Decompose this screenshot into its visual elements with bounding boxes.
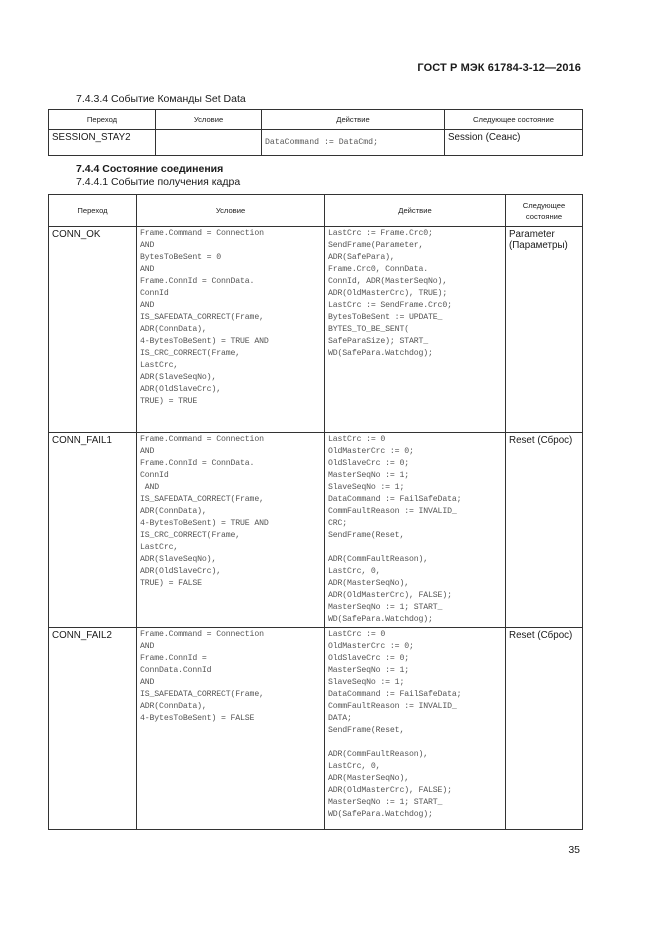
set-data-event-table xyxy=(48,109,583,156)
transition-cell: CONN_FAIL1 xyxy=(49,433,137,628)
table-row xyxy=(49,433,583,628)
table-row xyxy=(49,130,583,156)
condition-cell: Frame.Command = Connection AND Frame.ConnId = ConnData. ConnId AND IS_SAFEDATA_CORRECT(Frame, ADR(ConnData), 4-BytesToBeSent) = TRUE AND IS_CRC_CORRECT(Frame, LastCrc, ADR(SlaveSeqNo), ADR(OldSlaveCrc), TRUE) = FALSE xyxy=(137,433,325,628)
next-state-cell: Session (Сеанс) xyxy=(445,130,583,156)
connection-state-table xyxy=(48,194,583,830)
table-row xyxy=(49,628,583,830)
condition-cell: Frame.Command = Connection AND BytesToBeSent = 0 AND Frame.ConnId = ConnData. ConnId AND IS_SAFEDATA_CORRECT(Frame, ADR(ConnData), 4-BytesToBeSent) = TRUE AND IS_CRC_CORRECT(Frame, LastCrc, ADR(SlaveSeqNo), ADR(OldSlaveCrc), TRUE) = TRUE xyxy=(137,227,325,433)
subsection-heading-frame-received: 7.4.4.1 Событие получения кадра xyxy=(76,176,241,188)
column-header-action: Действие xyxy=(262,110,445,130)
condition-cell xyxy=(156,130,262,156)
page-number: 35 xyxy=(568,844,580,856)
action-cell: LastCrc := 0 OldMasterCrc := 0; OldSlaveCrc := 0; MasterSeqNo := 1; SlaveSeqNo := 1; DataCommand := FailSafeData; CommFaultReason := INVALID_ DATA; SendFrame(Reset, ADR(CommFaultReason), LastCrc, 0, ADR(MasterSeqNo), ADR(OldMasterCrc), FALSE); MasterSeqNo := 1; START_ WD(SafePara.Watchdog); xyxy=(325,628,506,830)
column-header-condition: Условие xyxy=(137,195,325,227)
column-header-next-state: Следующее состояние xyxy=(445,110,583,130)
transition-cell: SESSION_STAY2 xyxy=(49,130,156,156)
column-header-condition: Условие xyxy=(156,110,262,130)
table-header-row xyxy=(49,195,583,227)
next-state-cell: Parameter (Параметры) xyxy=(506,227,583,433)
section-heading-connection-state: 7.4.4 Состояние соединения xyxy=(76,163,224,175)
table-header-row xyxy=(49,110,583,130)
column-header-next-state: Следующее состояние xyxy=(506,195,583,227)
next-state-cell: Reset (Сброс) xyxy=(506,433,583,628)
document-standard-header: ГОСТ Р МЭК 61784-3-12—2016 xyxy=(417,62,581,74)
column-header-transition: Переход xyxy=(49,195,137,227)
action-cell: LastCrc := 0 OldMasterCrc := 0; OldSlaveCrc := 0; MasterSeqNo := 1; SlaveSeqNo := 1; DataCommand := FailSafeData; CommFaultReason := INVALID_ CRC; SendFrame(Reset, ADR(CommFaultReason), LastCrc, 0, ADR(MasterSeqNo), ADR(OldMasterCrc), FALSE); MasterSeqNo := 1; START_ WD(SafePara.Watchdog); xyxy=(325,433,506,628)
column-header-transition: Переход xyxy=(49,110,156,130)
table-row xyxy=(49,227,583,433)
column-header-action: Действие xyxy=(325,195,506,227)
next-state-cell: Reset (Сброс) xyxy=(506,628,583,830)
transition-cell: CONN_OK xyxy=(49,227,137,433)
section-heading-set-data: 7.4.3.4 Событие Команды Set Data xyxy=(76,93,246,105)
action-cell: DataCommand := DataCmd; xyxy=(262,130,445,156)
action-cell: LastCrc := Frame.Crc0; SendFrame(Parameter, ADR(SafePara), Frame.Crc0, ConnData. ConnId, ADR(MasterSeqNo), ADR(OldMasterCrc), TRUE); LastCrc := SendFrame.Crc0; BytesToBeSent := UPDATE_ BYTES_TO_BE_SENT( SafeParaSize); START_ WD(SafePara.Watchdog); xyxy=(325,227,506,433)
transition-cell: CONN_FAIL2 xyxy=(49,628,137,830)
condition-cell: Frame.Command = Connection AND Frame.ConnId = ConnData.ConnId AND IS_SAFEDATA_CORRECT(Frame, ADR(ConnData), 4-BytesToBeSent) = FALSE xyxy=(137,628,325,830)
